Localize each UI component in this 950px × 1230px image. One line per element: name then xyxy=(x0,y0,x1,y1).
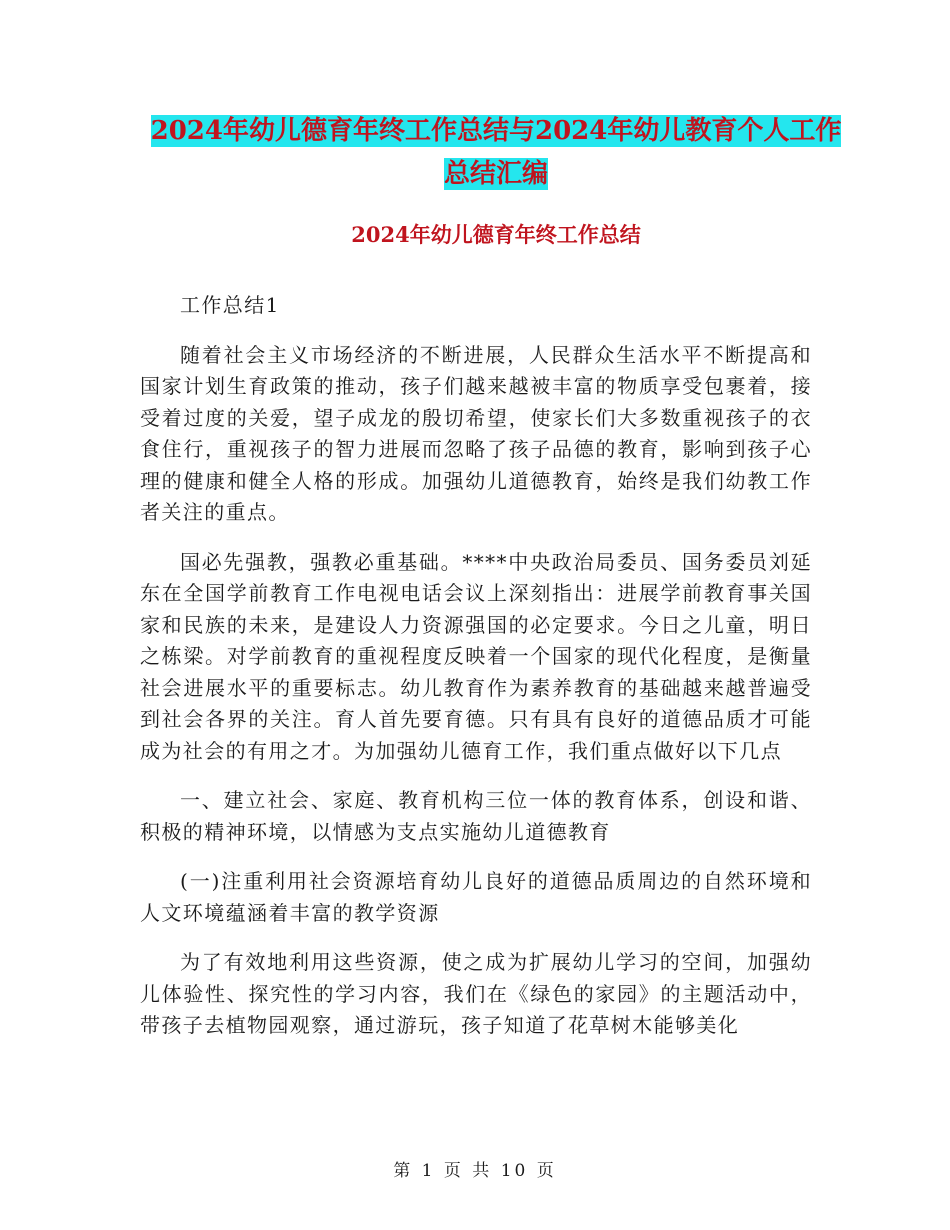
document-main-title xyxy=(140,110,852,196)
paragraph: 一、建立社会、家庭、教育机构三位一体的教育体系，创设和谐、积极的精神环境，以情感为支点实施幼儿道德教育 xyxy=(140,788,812,844)
document-body xyxy=(140,290,812,1042)
main-title-text: 2024年幼儿德育年终工作总结与2024年幼儿教育个人工作总结汇编 xyxy=(150,116,842,189)
section-title: 2024年幼儿德育年终工作总结 xyxy=(351,222,641,247)
paragraph-label: 工作总结1 xyxy=(180,293,280,317)
paragraph: (一)注重利用社会资源培育幼儿良好的道德品质周边的自然环境和人文环境蕴涵着丰富的教学资源 xyxy=(140,869,812,925)
page-footer: 第 1 页 共 10 页 xyxy=(393,1161,557,1181)
paragraph: 国必先强教，强教必重基础。****中央政治局委员、国务委员刘延东在全国学前教育工作电视电话会议上深刻指出：进展学前教育事关国家和民族的未来，是建设人力资源强国的必定要求。今日之儿童，明日之栋梁。对学前教育的重视程度反映着一个国家的现代化程度，是衡量社会进展水平的重要标志。幼儿教育作为素养教育的基础越来越普遍受到社会各界的关注。育人首先要育德。只有具有良好的道德品质才可能成为社会的有用之才。为加强幼儿德育工作，我们重点做好以下几点 xyxy=(140,549,812,763)
paragraph: 随着社会主义市场经济的不断进展，人民群众生活水平不断提高和国家计划生育政策的推动，孩子们越来越被丰富的物质享受包裹着，接受着过度的关爱，望子成龙的殷切希望，使家长们大多数重视孩子的衣食住行，重视孩子的智力进展而忽略了孩子品德的教育，影响到孩子心理的健康和健全人格的形成。加强幼儿道德教育，始终是我们幼教工作者关注的重点。 xyxy=(140,342,812,524)
paragraph: 为了有效地利用这些资源，使之成为扩展幼儿学习的空间，加强幼儿体验性、探究性的学习内容，我们在《绿色的家园》的主题活动中，带孩子去植物园观察，通过游玩，孩子知道了花草树木能够美化 xyxy=(140,950,812,1037)
